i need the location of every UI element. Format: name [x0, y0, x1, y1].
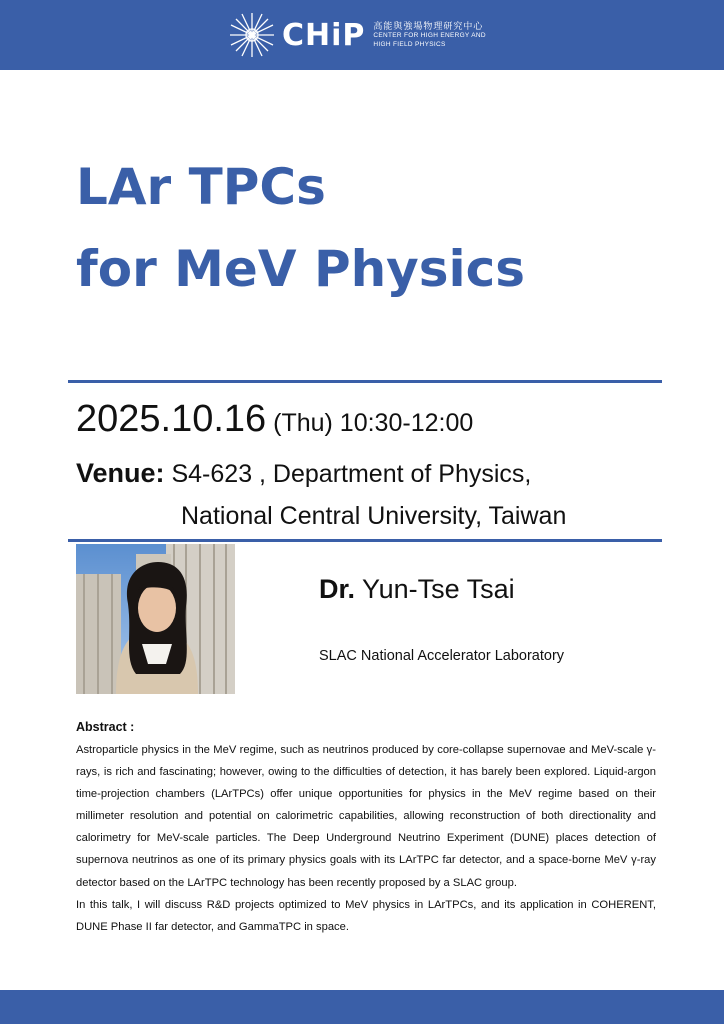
footer-bar [0, 990, 724, 1024]
speaker-affiliation: SLAC National Accelerator Laboratory [319, 648, 565, 664]
divider-bottom [68, 539, 662, 542]
talk-title-line-1: LAr TPCs [76, 158, 326, 216]
speaker-fullname: Yun-Tse Tsai [355, 574, 515, 604]
chip-logo [228, 10, 486, 60]
header-bar [0, 0, 724, 70]
talk-title-line-2: for MeV Physics [76, 240, 526, 298]
event-date: 2025.10.16 [76, 398, 267, 440]
speaker-name [319, 574, 515, 605]
abstract-heading: Abstract : [76, 720, 135, 734]
event-day-time: (Thu) 10:30-12:00 [266, 409, 474, 437]
logo-subtitle-chinese: 高能與強場物理研究中心 [373, 20, 484, 31]
venue-room: S4-623 , Department of Physics, [164, 460, 532, 488]
logo-subtitle-english-1: CENTER FOR HIGH ENERGY AND [373, 31, 486, 39]
starburst-icon [228, 11, 276, 59]
date-time [76, 398, 473, 441]
abstract-paragraph-2: In this talk, I will discuss R&D projects optimized to MeV physics in LArTPCs, and its application in COHERENT, DUNE Phase II far detector, and GammaTPC in space. [76, 898, 656, 933]
venue-institution: National Central University, Taiwan [181, 502, 567, 530]
speaker-title: Dr. [319, 574, 356, 604]
venue [76, 458, 531, 489]
abstract-body [76, 739, 656, 938]
logo-subtitle-english-2: HIGH FIELD PHYSICS [373, 40, 446, 48]
logo-wordmark: CHiP [282, 17, 366, 53]
abstract-paragraph-1: Astroparticle physics in the MeV regime, such as neutrinos produced by core-collapse supernovae and MeV-scale γ-rays, is rich and fascinating; however, owing to the difficulties of detection, it has barely been explored. Liquid-argon time-projection chambers (LArTPCs) offer unique opportunities for physics in the MeV regime based on their millimeter resolution and potential on calorimetric capabilities, allowing reconstruction of both directionality and calorimetry for MeV-scale particles. The Deep Underground Neutrino Experiment (DUNE) places detection of supernova neutrinos as one of its primary physics goals with its LArTPC far detector, and a space-borne MeV γ-ray detector based on the LArTPC technology has been recently proposed by a SLAC group. [76, 744, 656, 889]
speaker-photo [76, 544, 235, 694]
venue-label: Venue: [76, 458, 165, 488]
divider-top [68, 380, 662, 383]
logo-subtitle [373, 22, 485, 49]
